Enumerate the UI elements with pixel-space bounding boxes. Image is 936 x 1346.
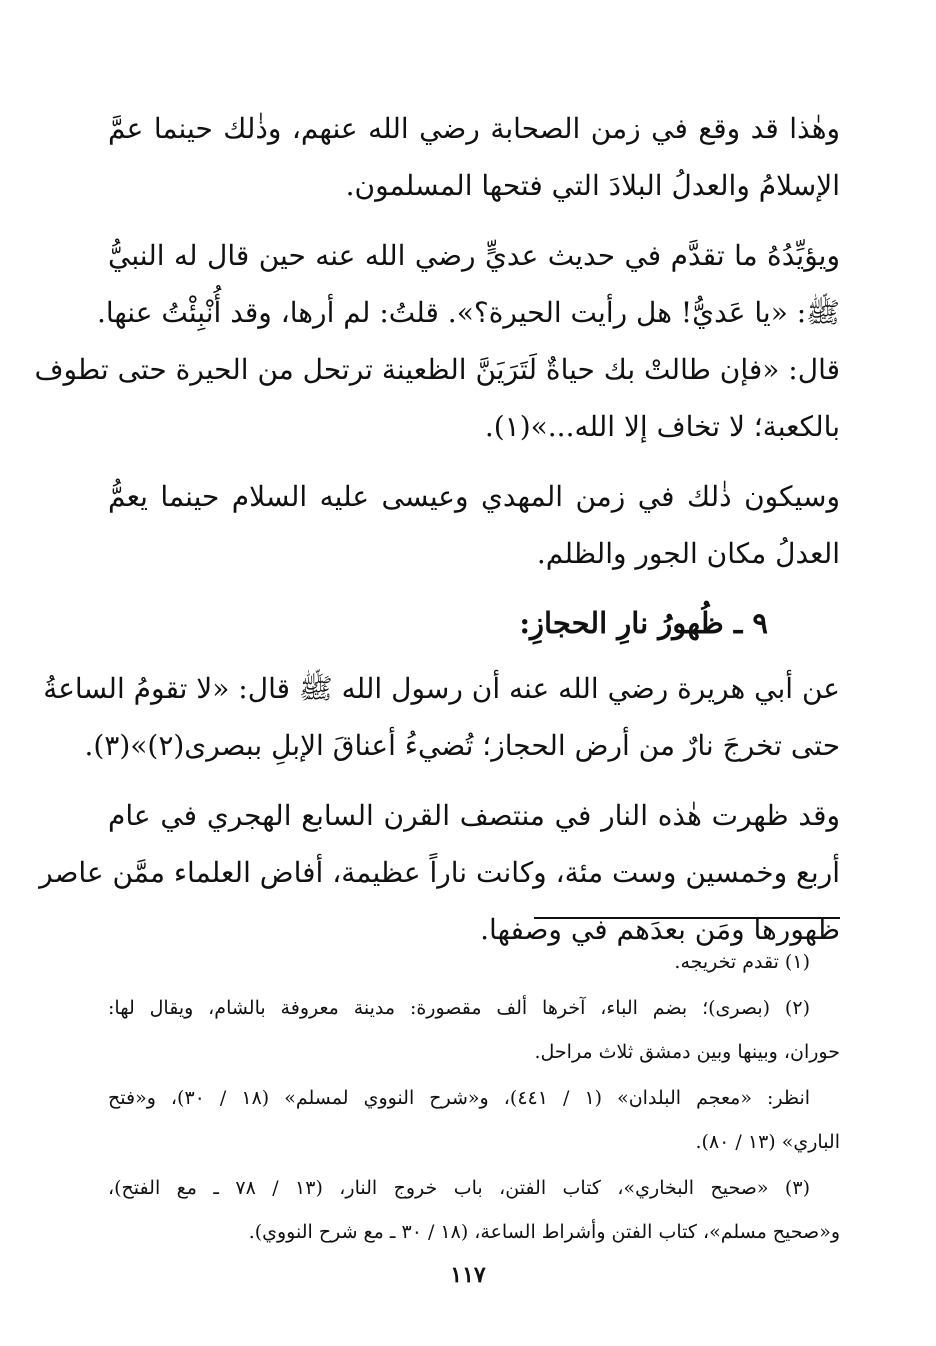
section-heading: ٩ ـ ظُهورُ نارِ الحجازِ: [519,606,768,640]
text-line: وقد ظهرت هٰذه النار في منتصف القرن السابع الهجري في عام [108,799,840,832]
footnotes [108,940,840,1256]
footnote-line: انظر: «معجم البلدان» (١ / ٤٤١)، و«شرح النووي لمسلم» (١٨ / ٣٠)، و«فتح [108,1087,811,1109]
footnote-line: (٣) «صحيح البخاري»، كتاب الفتن، باب خروج النار، (١٣ / ٧٨ ـ مع الفتح)، [108,1177,810,1199]
footnote-2-sources [108,1076,840,1164]
text-line: العدلُ مكان الجور والظلم. [536,537,840,570]
paragraph-3 [108,468,840,582]
text-line: ﷺ: «يا عَديُّ! هل رأيت الحيرة؟». قلتُ: لم أرها، وقد أُنْبِئْتُ عنها. [96,296,840,329]
text-line: وهٰذا قد وقع في زمن الصحابة رضي الله عنهم، وذٰلك حينما عمَّ [108,112,840,145]
text-line: أربع وخمسين وست مئة، وكانت ناراً عظيمة، أفاض العلماء ممَّن عاصر [39,856,840,889]
paragraph-2 [34,227,840,455]
text-line: حتى تخرجَ نارٌ من أرض الحجاز؛ تُضيءُ أعناقَ الإبلِ ببصرى(٢)»(٣). [84,729,840,762]
paragraph-1 [108,100,840,214]
paragraph-5 [39,787,840,958]
text-line: عن أبي هريرة رضي الله عنه أن رسول الله ﷺ قال: «لا تقومُ الساعةُ [43,672,840,705]
text-line: وسيكون ذٰلك في زمن المهدي وعيسى عليه السلام حينما يعمُّ [108,480,840,513]
footnote-line: الباري» (١٣ / ٨٠). [695,1131,840,1153]
footnote-line: (٢) (بصرى)؛ بضم الباء، آخرها ألف مقصورة: مدينة معروفة بالشام، ويقال لها: [108,997,810,1019]
main-text [34,100,840,964]
footnote-2 [108,986,840,1074]
text-line: ويؤيِّدُهُ ما تقدَّم في حديث عديٍّ رضي الله عنه حين قال له النبيُّ [108,239,840,272]
footnote-line: حوران، وبينها وبين دمشق ثلاث مراحل. [534,1041,840,1063]
text-line: قال: «فإن طالتْ بك حياةٌ لَتَرَيَنَّ الظعينة ترتحل من الحيرة حتى تطوف [34,353,840,386]
paragraph-4 [43,660,840,774]
text-line: بالكعبة؛ لا تخاف إلا الله...»(١). [484,410,840,443]
footnote-line: (١) تقدم تخريجه. [674,951,810,973]
text-line: الإسلامُ والعدلُ البلادَ التي فتحها المسلمون. [345,169,840,202]
footnote-divider [534,917,840,919]
footnote-1 [108,940,840,984]
text-line: ظهورها ومَن بعدَهم في وصفها. [480,913,840,946]
page-number: ١١٧ [450,1262,486,1288]
footnote-line: و«صحيح مسلم»، كتاب الفتن وأشراط الساعة، (١٨ / ٣٠ ـ مع شرح النووي). [248,1221,840,1243]
footnote-3 [108,1166,840,1254]
